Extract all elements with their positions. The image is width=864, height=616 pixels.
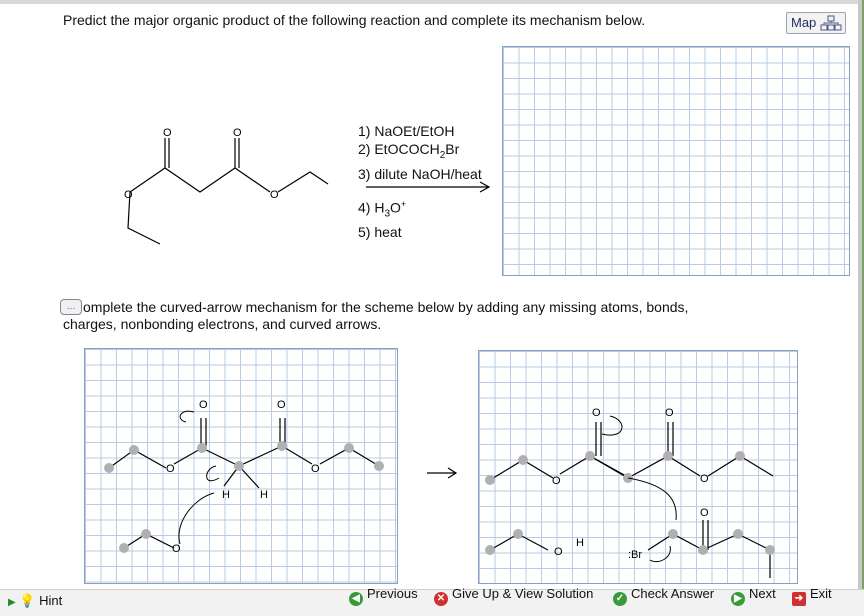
ester-o-right-3: O [700, 507, 709, 519]
reagent-step-2: 2) EtOCOCH$_2$Br [358, 141, 460, 161]
carbonyl-o-1: O [163, 127, 172, 139]
ester-o-right-2: O [700, 473, 709, 485]
expand-arrow-icon: ▶ [8, 597, 16, 608]
mechanism-instructions [63, 299, 783, 333]
hint-button[interactable] [8, 593, 62, 609]
check-icon: ✓ [613, 592, 627, 606]
lightbulb-icon: 💡 [19, 593, 36, 608]
mechanism-right-structure[interactable] [478, 350, 796, 582]
enolate-o-minus: O [592, 407, 601, 419]
bromide-label: :Br [628, 549, 643, 561]
give-up-button[interactable] [434, 586, 593, 606]
map-button[interactable] [786, 12, 846, 34]
map-button-label: Map [791, 15, 817, 30]
carbonyl-o-2: O [233, 127, 242, 139]
top-border [0, 0, 864, 4]
carbonyl-o-right: O [665, 407, 674, 419]
ethanol-o: O [554, 546, 563, 558]
reagent-step-5: 5) heat [358, 224, 402, 241]
previous-icon: ◀ [349, 592, 363, 606]
reagent-step-1: 1) NaOEt/EtOH [358, 123, 455, 139]
check-answer-button[interactable] [613, 586, 714, 606]
alpha-h-2: H [260, 489, 268, 501]
ester-o-left-1: O [166, 463, 175, 475]
check-answer-label: Check Answer [631, 586, 715, 601]
mechanism-step-arrow [425, 466, 461, 480]
reaction-arrow [364, 180, 494, 194]
give-up-label: Give Up & View Solution [452, 586, 594, 601]
alpha-h-1: H [222, 489, 230, 501]
ethoxide-o: O [172, 543, 181, 555]
instructions-line-1: omplete the curved-arrow mechanism for the scheme below by adding any missing atoms, bonds, [83, 299, 689, 315]
carbonyl-o-left-1: O [199, 399, 208, 411]
product-drawing-canvas[interactable] [502, 46, 850, 276]
starting-material-structure [100, 120, 360, 250]
carbonyl-o-left-2: O [277, 399, 286, 411]
ester-o-left-2: O [311, 463, 320, 475]
hint-label: Hint [39, 593, 63, 608]
next-button[interactable] [731, 586, 776, 606]
question-text: Predict the major organic product of the following reaction and complete its mechanism below. [63, 12, 646, 28]
reagent-list-upper [358, 122, 482, 183]
sitemap-icon [820, 15, 842, 31]
exit-button[interactable] [792, 586, 832, 606]
ester-o-2: O [270, 189, 279, 201]
comment-icon[interactable]: … [60, 299, 82, 315]
ester-o-right-1: O [552, 475, 561, 487]
reagent-step-4: 4) $H_3O^+$ [358, 199, 407, 220]
next-icon: ▶ [731, 592, 745, 606]
reagent-step-3: 3) dilute NaOH/heat [358, 165, 482, 182]
instructions-line-2: charges, nonbonding electrons, and curved arrows. [63, 316, 382, 332]
previous-button[interactable] [349, 586, 418, 606]
exit-label: Exit [810, 586, 832, 601]
reagent-list-lower [358, 195, 406, 241]
exit-icon: ➜ [792, 592, 806, 606]
give-up-icon: ✕ [434, 592, 448, 606]
ethanol-h: H [576, 537, 584, 549]
next-label: Next [749, 586, 776, 601]
ester-o-1: O [124, 189, 133, 201]
previous-label: Previous [367, 586, 418, 601]
mechanism-left-structure[interactable] [84, 348, 396, 582]
